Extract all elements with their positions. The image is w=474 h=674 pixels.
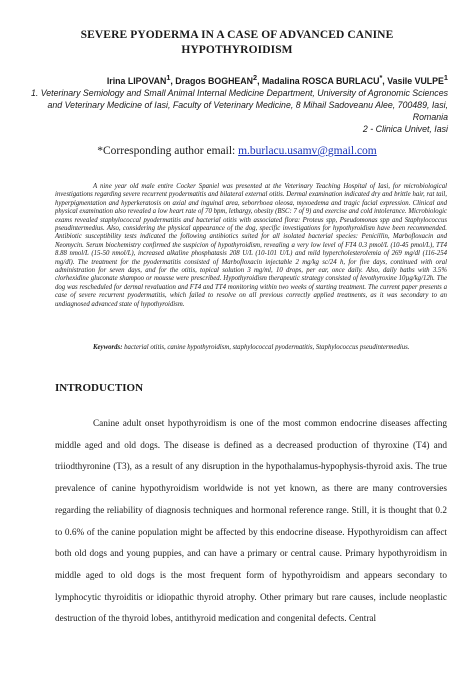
corresponding-label: *Corresponding author email: xyxy=(97,145,239,157)
author-name: Madalina ROSCA BURLACU xyxy=(261,75,380,86)
author-separator: , xyxy=(257,75,262,86)
affiliation-2: 2 - Clinica Univet, Iasi xyxy=(362,123,448,134)
keywords xyxy=(55,344,447,352)
author-sup: * xyxy=(379,73,383,82)
author-affiliation-block xyxy=(28,72,448,135)
author-sup: 1 xyxy=(166,73,171,82)
author-separator: , xyxy=(170,75,176,86)
author-name: Irina LIPOVAN xyxy=(106,75,167,86)
keywords-label: Keywords: xyxy=(93,344,123,351)
corresponding-author xyxy=(0,144,474,158)
keywords-text: bacterial otitis, canine hypothyroidism, staphylococcal pyodermatitis, Staphylococcus pseudintermedius. xyxy=(122,344,410,351)
affiliation-1: 1. Veterinary Semiology and Small Animal Internal Medicine Department, University of Agronomic Sciences and Veterinary Medicine of Iasi, Faculty of Veterinary Medicine, 8 Mihail Sadoveanu Alee, 700489, Iasi, Romania xyxy=(30,87,448,122)
section-heading: INTRODUCTION xyxy=(55,382,144,394)
intro-paragraph: Canine adult onset hypothyroidism is one of the most common endocrine diseases affecting middle aged and old dogs. The disease is defined as a decreased production of thyroxine (T4) and triiodthyronine (T3), as a result of any disruption in the hypothalamus-hypophysis-thyroid axis. The true prevalence of canine hypothyroidism worldwide is not yet known, as there are many controversies regarding the reliability of diagnosis techniques and hormonal reference range. Still, it is thought that 0.2 to 0.6% of the canine population might be affected by this endocrine disease. Hypothyroidism can affect both old dogs and young puppies, and can have a primary or central cause. Primary hypothyroidism in middle aged to old dogs is the most frequent form of hypothyroidism and appears secondary to lymphocytic thyroiditis or idiopathic thyroid atrophy. Other primary but rare causes, include neoplastic destruction of the thyroid lobes, antithyroid medication and congenital defects. Central xyxy=(55,419,447,625)
author-sup: 2 xyxy=(253,73,258,82)
author-separator: , xyxy=(382,75,388,86)
abstract: A nine year old male entire Cocker Spaniel was presented at the Veterinary Teaching Hospital of Iasi, for microbiological investigations regarding severe recurrent pyodermatitis and bilateral external otitis. Dermal examination indicated dry and brittle hair, rat tail, hyperpigmentation and hyperkeratosis on axial and inguinal area, seborrhoea oleosa, myxoedema and tragic facial expression. Clinical and physical examination also revealed a low heart rate of 70 bpm, lethargy, obesity (BSC: 7 of 9) and exercise and cold intolerance. Microbiologic exams revealed staphylococcal pyodermatitis and bacterial otitis with associated flora: Proteus spp, Pseudomonas spp and Staphylococcus pseudintermedius. Also, considering the physical appearance of the dog, specific investigations for hypothyroidism have been recommended. Antibiotic susceptibility tests indicated the following antibiotics suited for all isolated bacterial species: Penicillin, Marbofloxacin and Neomycin. Serum biochemistry confirmed the suspicion of hypothyroidism, revealing a very low level of FT4 0.3 pmol/L (10-45 pmol/L), TT4 8.88 nmol/L (15-50 nmol/L), increased alkaline phosphatasis 208 U/L (10-101 U/L) and mild hypercholesterolemia of 269 mg/dl (116-254 mg/dl). The treatment for the pyodermatitis consisted of Marbofloxacin injectable 2 mg/kg sc/24 h, for five days, continued with oral administration for seven days, and for the otitis, topical solution 3 mg/ml, 10 drops, per ear, once daily. Also, daily baths with 3.5% clorhexidine gluconate shampoo or mousse were prescribed. Hypothyroidism therapeutic strategy consisted of levothyroxine 10µg/kg/12h. The dog was rescheduled for dermal revaluation and FT4 and TT4 monitoring within two weeks of starting treatment. The current paper presents a case of severe recurrent pyodermatitis, which failed to resolve on all previous correctly applied treatments, as it was secondary to an undiagnosed advanced state of hypothyroidism. xyxy=(55,183,447,308)
author-list xyxy=(28,72,448,87)
author-name: Vasile VULPE xyxy=(387,75,444,86)
paper-title: SEVERE PYODERMA IN A CASE OF ADVANCED CANINE HYPOTHYROIDISM xyxy=(80,29,394,56)
email-link[interactable]: m.burlacu.usamv@gmail.com xyxy=(238,145,377,157)
author-sup: 1 xyxy=(443,73,448,82)
author-name: Dragos BOGHEAN xyxy=(175,75,253,86)
